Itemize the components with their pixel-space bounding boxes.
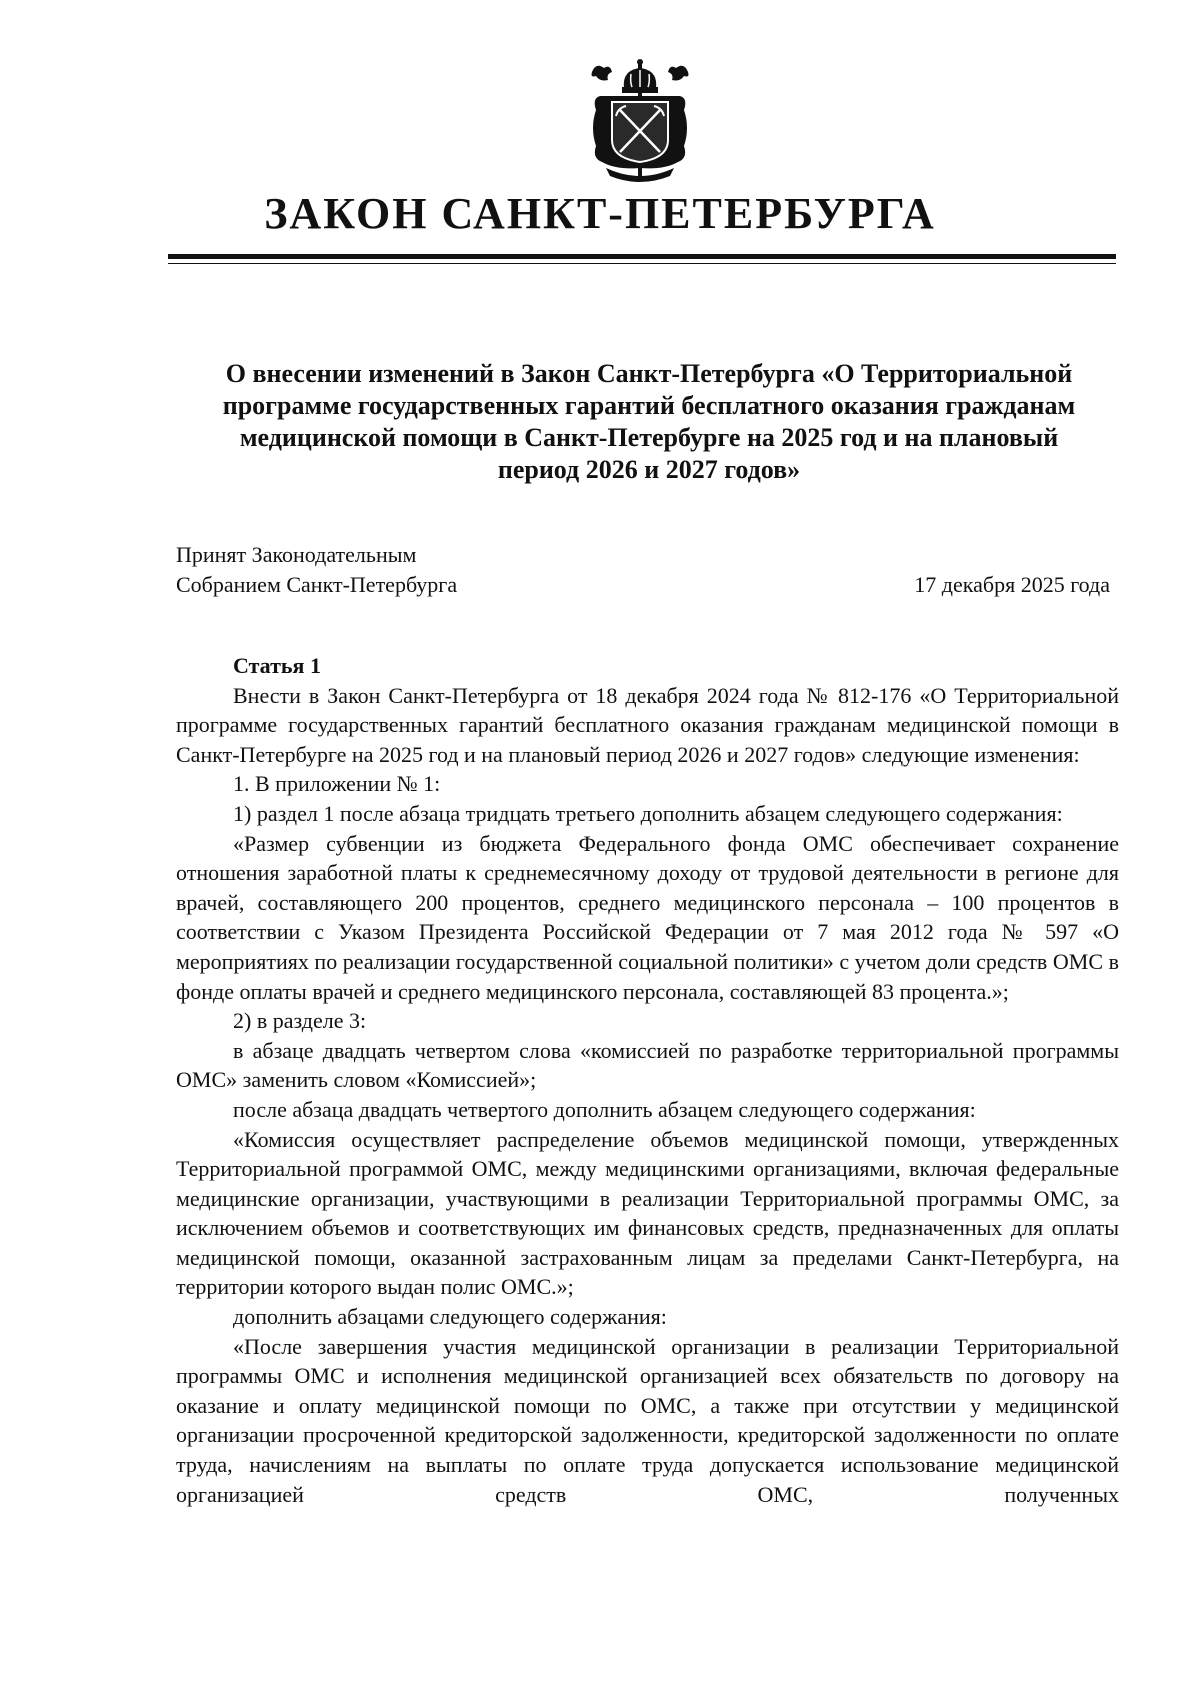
law-heading bbox=[176, 358, 1122, 486]
heading-line: период 2026 и 2027 годов» bbox=[497, 455, 801, 484]
adoption-statement bbox=[176, 540, 636, 600]
paragraph: «Размер субвенции из бюджета Федерального фонда ОМС обеспечивает сохранение отношения заработной платы к среднемесячному доходу от трудовой деятельности в регионе для врачей, составляющего 200 процентов, среднего медицинского персонала – 100 процентов в соответствии с Указом Президента Российской Федерации от 7 мая 2012 года № 597 «О мероприятиях по реализации государственной социальной политики» с учетом доли средств ОМС в фонде оплаты врачей и среднего медицинского персонала, составляющей 83 процента.»; bbox=[176, 830, 1119, 1004]
paragraph: 1) раздел 1 после абзаца тридцать третьего дополнить абзацем следующего содержания: bbox=[233, 800, 1063, 826]
document-body bbox=[176, 651, 1119, 1509]
paragraph: 1. В приложении № 1: bbox=[233, 771, 441, 797]
law-title: ЗАКОН САНКТ-ПЕТЕРБУРГА bbox=[264, 189, 936, 238]
adoption-line: Принят Законодательным bbox=[176, 542, 417, 567]
paragraph: «После завершения участия медицинской организации в реализации Территориальной программы ОМС и исполнения медицинской организацией всех обязательств по договору на оказание и оплату медицинской помощи по ОМС, а также при отсутствии у медицинской организации просроченной кредиторской задолженности, кредиторской задолженности по оплате труда, начислениям на выплаты по оплате труда допускается использование медицинской организацией средств ОМС, полученных bbox=[176, 1333, 1119, 1507]
paragraph: «Комиссия осуществляет распределение объемов медицинской помощи, утвержденных Территориальной программой ОМС, между медицинскими организациями, включая федеральные медицинские организации, участвующими в реализации Территориальной программы ОМС, за исключением объемов и соответствующих им финансовых средств, предназначенных для оплаты медицинской помощи, оказанной застрахованным лицам за пределами Санкт-Петербурга, на территории которого выдан полис ОМС.»; bbox=[176, 1126, 1119, 1300]
title-divider-thin bbox=[168, 263, 1116, 264]
heading-line: О внесении изменений в Закон Санкт-Петербурга «О Территориальной bbox=[225, 359, 1073, 388]
st-petersburg-coat-of-arms-icon bbox=[586, 58, 694, 182]
heading-line: программе государственных гарантий бесплатного оказания гражданам bbox=[222, 391, 1076, 420]
heading-line: медицинской помощи в Санкт-Петербурге на 2025 год и на плановый bbox=[239, 423, 1059, 452]
title-divider-thick bbox=[168, 254, 1116, 259]
paragraph: 2) в разделе 3: bbox=[233, 1008, 367, 1034]
paragraph: после абзаца двадцать четвертого дополнить абзацем следующего содержания: bbox=[233, 1096, 976, 1122]
article-title: Статья 1 bbox=[233, 653, 321, 678]
paragraph: Внести в Закон Санкт-Петербурга от 18 декабря 2024 года № 812-176 «О Территориальной программе государственных гарантий бесплатного оказания гражданам медицинской помощи в Санкт-Петербурге на 2025 год и на плановый период 2026 и 2027 годов» следующие изменения: bbox=[176, 682, 1119, 767]
paragraph: в абзаце двадцать четвертом слова «комиссией по разработке территориальной программы ОМС» заменить словом «Комиссией»; bbox=[176, 1037, 1119, 1093]
paragraph: дополнить абзацами следующего содержания: bbox=[233, 1304, 667, 1330]
adoption-date: 17 декабря 2025 года bbox=[914, 572, 1110, 597]
adoption-line: Собранием Санкт-Петербурга bbox=[176, 572, 458, 597]
